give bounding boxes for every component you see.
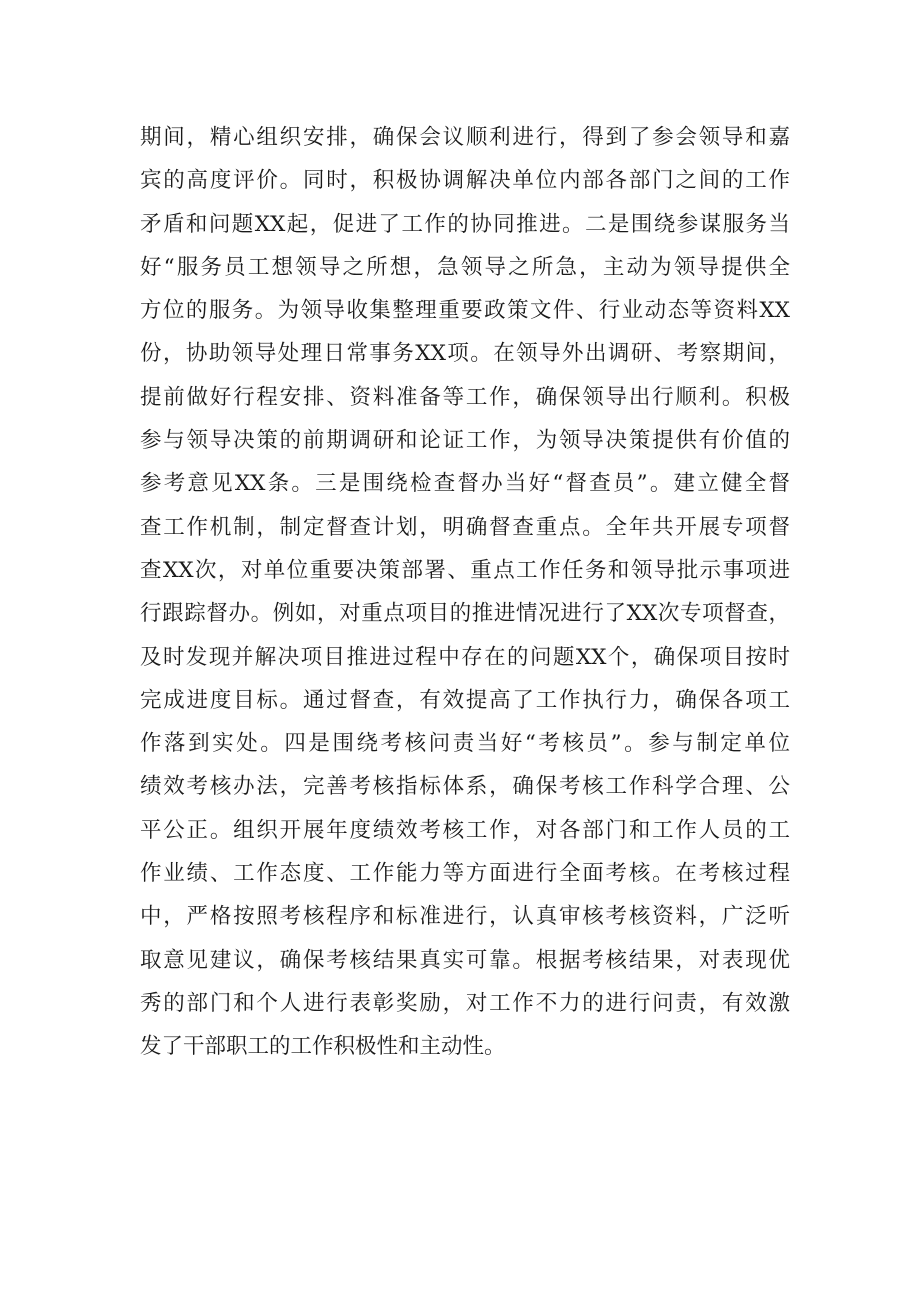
text-line: 宾的高度评价。同时，积极协调解决单位内部各部门之间的工作 bbox=[140, 168, 790, 194]
text-line: 及时发现并解决项目推进过程中存在的问题XX个，确保项目按时 bbox=[140, 644, 790, 670]
text-line: 提前做好行程安排、资料准备等工作，确保领导出行顺利。积极 bbox=[140, 384, 790, 410]
text-line: 完成进度目标。通过督查，有效提高了工作执行力，确保各项工 bbox=[140, 687, 790, 713]
text-line: 秀的部门和个人进行表彰奖励，对工作不力的进行问责，有效激 bbox=[140, 990, 790, 1016]
text-line: 作落到实处。四是围绕考核问责当好“考核员”。参与制定单位 bbox=[140, 731, 790, 757]
text-line: 参考意见XX条。三是围绕检查督办当好“督查员”。建立健全督 bbox=[140, 471, 790, 497]
text-line: 发了干部职工的工作积极性和主动性。 bbox=[140, 1034, 506, 1060]
text-line: 取意见建议，确保考核结果真实可靠。根据考核结果，对表现优 bbox=[140, 947, 790, 973]
text-line: 参与领导决策的前期调研和论证工作，为领导决策提供有价值的 bbox=[140, 428, 790, 454]
text-line: 中，严格按照考核程序和标准进行，认真审核考核资料，广泛听 bbox=[140, 904, 790, 930]
text-line: 查工作机制，制定督查计划，明确督查重点。全年共开展专项督 bbox=[140, 514, 790, 540]
text-line: 方位的服务。为领导收集整理重要政策文件、行业动态等资料XX bbox=[140, 298, 790, 324]
text-line: 份，协助领导处理日常事务XX项。在领导外出调研、考察期间， bbox=[140, 341, 790, 367]
text-line: 期间，精心组织安排，确保会议顺利进行，得到了参会领导和嘉 bbox=[140, 125, 790, 150]
text-line: 矛盾和问题XX起，促进了工作的协同推进。二是围绕参谋服务当 bbox=[140, 211, 790, 237]
text-line: 行跟踪督办。例如，对重点项目的推进情况进行了XX次专项督查， bbox=[140, 601, 790, 627]
text-line: 好“服务员工想领导之所想，急领导之所急，主动为领导提供全 bbox=[140, 254, 790, 280]
text-line: 绩效考核办法，完善考核指标体系，确保考核工作科学合理、公 bbox=[140, 774, 790, 800]
text-line: 作业绩、工作态度、工作能力等方面进行全面考核。在考核过程 bbox=[140, 861, 790, 887]
text-line: 查XX次，对单位重要决策部署、重点工作任务和领导批示事项进 bbox=[140, 557, 790, 583]
text-line: 平公正。组织开展年度绩效考核工作，对各部门和工作人员的工 bbox=[140, 817, 790, 843]
body-paragraph bbox=[140, 116, 790, 1069]
